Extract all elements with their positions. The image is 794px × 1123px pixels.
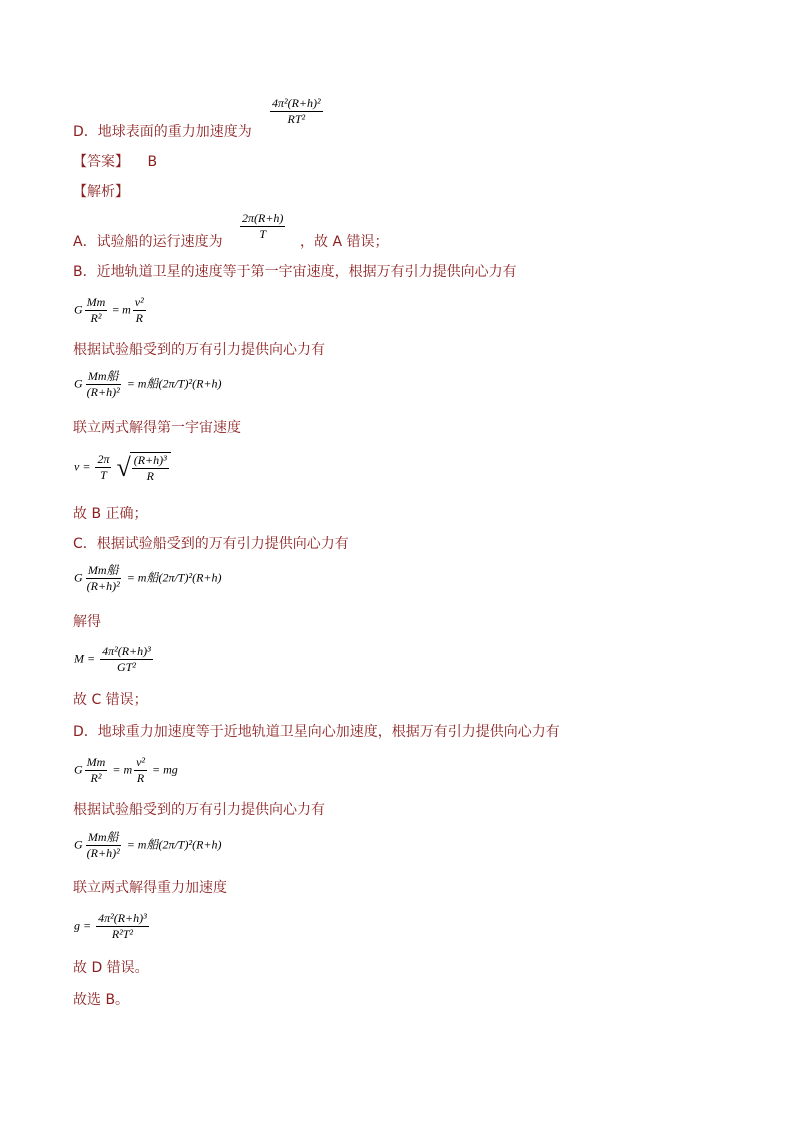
eq6-rnum: v² (136, 755, 146, 769)
eq7-den: (R+h)² (86, 846, 120, 860)
b-line-3: 联立两式解得第一宇宙速度 (73, 420, 241, 436)
eq2-den: (R+h)² (86, 385, 120, 399)
eq1-num: Mm (86, 295, 106, 309)
eq6-g: G (74, 762, 83, 777)
answer-value: B (147, 154, 158, 170)
eq3-v: v = (74, 459, 91, 474)
eq5-num: 4π²(R+h)³ (102, 644, 151, 658)
equation-6 (74, 756, 178, 785)
eq1-den: R² (90, 311, 102, 325)
eq6-rden: R (136, 771, 145, 785)
eq7-rhs: = m船(2π/T)²(R+h) (126, 837, 222, 852)
eq3-fden: T (100, 468, 107, 482)
answer-line (73, 152, 157, 172)
eq1-m: m (122, 302, 131, 317)
eq4-num: Mm船 (87, 563, 119, 577)
eq6-tail: = mg (152, 762, 178, 777)
equation-5 (74, 645, 155, 674)
eq8-den: R²T² (111, 927, 134, 941)
d-line-3: 联立两式解得重力加速度 (73, 880, 227, 896)
eq1-equals: = (112, 302, 120, 317)
b-line-2: 根据试验船受到的万有引力提供向心力有 (73, 342, 325, 358)
final-answer: 故选 B。 (73, 992, 130, 1008)
a-line-pre: A．试验船的运行速度为 (73, 234, 223, 250)
eq1-g: G (74, 302, 83, 317)
option-d-fraction (268, 97, 325, 126)
eq3-snum: (R+h)³ (133, 453, 167, 467)
equation-7 (74, 831, 222, 860)
b-line-4: 故 B 正确； (73, 506, 148, 522)
eq3-sden: R (146, 469, 154, 483)
c-line-3: 故 C 错误； (73, 692, 148, 708)
option-d-frac-num: 4π²(R+h)² (272, 96, 321, 110)
a-frac-den: T (259, 227, 267, 241)
d-line: D．地球重力加速度等于近地轨道卫星向心加速度，根据万有引力提供向心力有 (73, 724, 560, 740)
a-line-post: ，故 A 错误； (300, 234, 389, 250)
equation-2 (74, 370, 222, 399)
eq2-g: G (74, 376, 83, 391)
a-frac-num: 2π(R+h) (242, 211, 284, 225)
eq4-g: G (74, 570, 83, 585)
equation-8 (74, 912, 151, 941)
eq2-rhs: = m船(2π/T)²(R+h) (126, 376, 222, 391)
equation-3 (74, 452, 171, 483)
eq2-num: Mm船 (87, 369, 119, 383)
d-line-2: 根据试验船受到的万有引力提供向心力有 (73, 802, 325, 818)
option-d-frac-den: RT² (287, 112, 306, 126)
eq7-num: Mm船 (87, 830, 119, 844)
a-line-fraction (238, 212, 287, 241)
equation-1 (74, 296, 148, 325)
option-d-label: D．地球表面的重力加速度为 (73, 124, 252, 140)
eq4-den: (R+h)² (86, 579, 120, 593)
eq5-lhs: M = (74, 651, 96, 666)
eq4-rhs: = m船(2π/T)²(R+h) (126, 570, 222, 585)
eq6-mid: = m (112, 762, 133, 777)
eq6-den: R² (90, 771, 102, 785)
d-line-4: 故 D 错误。 (73, 960, 149, 976)
eq3-fnum: 2π (97, 452, 110, 466)
c-line-2: 解得 (73, 614, 101, 630)
eq1-rnum: v² (134, 295, 144, 309)
eq8-lhs: g = (74, 918, 92, 933)
analysis-label: 【解析】 (73, 184, 129, 200)
eq8-num: 4π²(R+h)³ (98, 911, 147, 925)
c-line: C．根据试验船受到的万有引力提供向心力有 (73, 536, 349, 552)
eq7-g: G (74, 837, 83, 852)
eq1-rden: R (135, 311, 143, 325)
eq6-num: Mm (86, 755, 106, 769)
b-line: B．近地轨道卫星的速度等于第一宇宙速度，根据万有引力提供向心力有 (73, 264, 517, 280)
answer-label: 【答案】 (73, 154, 129, 170)
eq5-den: GT² (116, 660, 136, 674)
eq3-sqrt: √ $\frac{\text{(R+h)³}}{R}$ (116, 452, 170, 483)
equation-4 (74, 564, 222, 593)
